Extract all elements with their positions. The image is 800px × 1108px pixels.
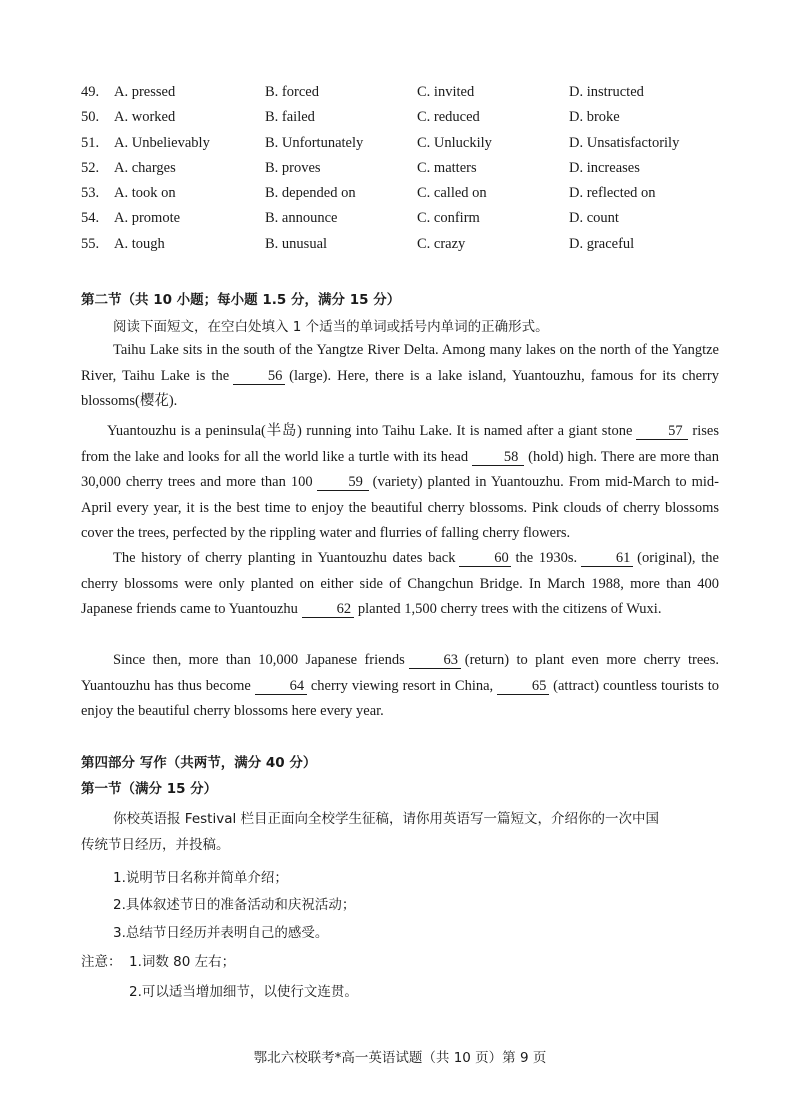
option-a[interactable]: A. Unbelievably xyxy=(114,134,210,151)
option-d[interactable]: D. reflected on xyxy=(569,185,656,202)
requirement-2: 2.具体叙述节日的准备活动和庆祝活动； xyxy=(113,897,356,913)
option-b[interactable]: B. failed xyxy=(265,109,315,126)
note-1: 1.词数 80 左右； xyxy=(129,954,236,970)
part4-sub-heading: 第一节（满分 15 分） xyxy=(81,781,218,797)
question-number: 51. xyxy=(81,134,100,151)
blank-56[interactable]: 56 xyxy=(233,368,285,385)
option-c[interactable]: C. invited xyxy=(417,84,475,100)
passage-paragraph-2: Yuantouzhu is a peninsula(半岛) running into Taihu Lake. It is named after a giant stone 57 rises from the lake and looks for all the world like a turtle with its head 58 (hold) high. There are more than 30,000 cherry trees and more than 100 59 (variety) planted in Yuantouzhu. From mid-March to mid-April every year, it is the best time to enjoy the beautiful cherry blossoms. Pink clouds of cherry blossoms cover the trees, perfected by the rippling water and flurries of falling cherry flowers. xyxy=(81,423,720,542)
option-b[interactable]: B. forced xyxy=(265,84,319,100)
blank-63[interactable]: 63 xyxy=(409,652,461,669)
option-b[interactable]: B. announce xyxy=(265,210,338,227)
writing-prompt-line-2: 传统节日经历，并投稿。 xyxy=(81,837,230,853)
page-footer: 鄂北六校联考*高一英语试题（共 10 页）第 9 页 xyxy=(253,1050,547,1066)
option-d[interactable]: D. count xyxy=(569,210,619,227)
requirement-3: 3.总结节日经历并表明自己的感受。 xyxy=(113,925,329,941)
blank-57[interactable]: 57 xyxy=(636,423,688,440)
question-row xyxy=(81,131,741,156)
question-number: 55. xyxy=(81,235,100,252)
option-b[interactable]: B. Unfortunately xyxy=(265,134,364,151)
blank-65[interactable]: 65 xyxy=(497,678,549,695)
option-d[interactable]: D. broke xyxy=(569,109,620,126)
option-b[interactable]: B. unusual xyxy=(265,235,328,252)
question-number: 50. xyxy=(81,109,100,126)
part4-heading: 第四部分 写作（共两节，满分 40 分） xyxy=(81,755,317,771)
section2-heading: 第二节（共 10 小题；每小题 1.5 分，满分 15 分） xyxy=(81,292,401,308)
writing-prompt-line-1: 你校英语报 Festival 栏目正面向全校学生征稿，请你用英语写一篇短文，介绍你的一次中国 xyxy=(113,811,660,827)
option-d[interactable]: D. instructed xyxy=(569,84,644,100)
option-a[interactable]: A. tough xyxy=(114,235,165,252)
option-b[interactable]: B. proves xyxy=(265,159,321,176)
question-number: 54. xyxy=(81,210,100,227)
question-row xyxy=(81,105,741,130)
passage-paragraph-3: The history of cherry planting in Yuantouzhu dates back 60 the 1930s. 61 (original), the cherry blossoms were only planted on either side of Changchun Bridge. In March 1988, more than 400 Japanese friends came to Yuantouzhu 62 planted 1,500 cherry trees with the citizens of Wuxi. xyxy=(81,550,719,618)
blank-59[interactable]: 59 xyxy=(317,474,369,491)
note-2: 2.可以适当增加细节，以使行文连贯。 xyxy=(129,984,358,1000)
passage-paragraph-1: Taihu Lake sits in the south of the Yangtze River Delta. Among many lakes on the north of the Yangtze River, Taihu Lake is the 56 (large). Here, there is a lake island, Yuantouzhu, famous for its cherry blossoms(樱花). xyxy=(81,342,720,410)
blank-60[interactable]: 60 xyxy=(459,550,511,567)
option-c[interactable]: C. Unluckily xyxy=(417,134,492,151)
option-d[interactable]: D. Unsatisfactorily xyxy=(569,134,680,151)
question-row xyxy=(81,206,741,231)
option-c[interactable]: C. crazy xyxy=(417,235,466,252)
option-a[interactable]: A. worked xyxy=(114,109,176,126)
option-d[interactable]: D. graceful xyxy=(569,235,635,252)
question-number: 52. xyxy=(81,159,100,176)
choice-list xyxy=(81,80,741,257)
question-number: 49. xyxy=(81,84,100,100)
option-a[interactable]: A. promote xyxy=(114,210,181,227)
requirement-1: 1.说明节日名称并简单介绍； xyxy=(113,870,288,886)
blank-64[interactable]: 64 xyxy=(255,678,307,695)
option-a[interactable]: A. took on xyxy=(114,185,176,202)
option-c[interactable]: C. matters xyxy=(417,159,477,176)
question-row xyxy=(81,232,741,257)
question-row xyxy=(81,80,741,105)
question-number: 53. xyxy=(81,185,100,202)
option-c[interactable]: C. called on xyxy=(417,185,487,202)
passage-paragraph-4: Since then, more than 10,000 Japanese friends 63 (return) to plant even more cherry trees. Yuantouzhu has thus become 64 cherry viewing resort in China, 65 (attract) countless tourists to enjoy the beautiful cherry blossoms here every year. xyxy=(81,652,719,720)
option-a[interactable]: A. charges xyxy=(114,159,176,176)
question-row xyxy=(81,156,741,181)
option-a[interactable]: A. pressed xyxy=(114,84,176,100)
section2-instruction: 阅读下面短文，在空白处填入 1 个适当的单词或括号内单词的正确形式。 xyxy=(113,319,549,335)
question-row xyxy=(81,181,741,206)
blank-62[interactable]: 62 xyxy=(302,601,354,618)
note-label: 注意： xyxy=(81,954,122,970)
option-b[interactable]: B. depended on xyxy=(265,185,356,202)
blank-61[interactable]: 61 xyxy=(581,550,633,567)
option-d[interactable]: D. increases xyxy=(569,159,640,176)
option-c[interactable]: C. reduced xyxy=(417,109,480,126)
option-c[interactable]: C. confirm xyxy=(417,210,480,227)
blank-58[interactable]: 58 xyxy=(472,449,524,466)
